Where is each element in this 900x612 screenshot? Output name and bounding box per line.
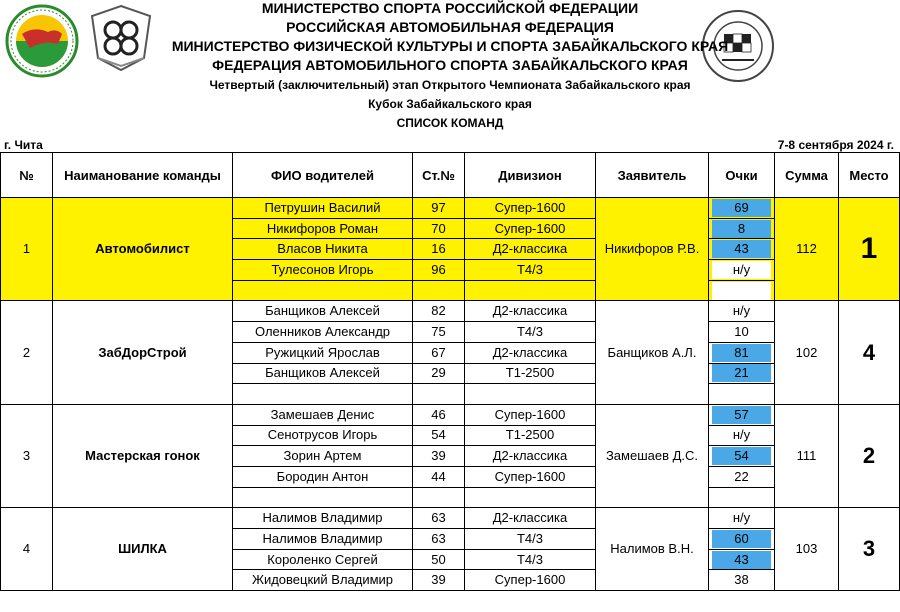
driver-points: 8 [712,220,771,238]
col-header-drivers: ФИО водителей [233,153,413,198]
driver-name: Ружицкий Ярослав [233,342,413,363]
driver-points: 22 [712,468,771,486]
col-header-applicant: Заявитель [596,153,709,198]
driver-division: Т4/3 [465,529,596,550]
driver-division: Т4/3 [465,260,596,281]
driver-start-number: 63 [413,508,465,529]
driver-division: Т4/3 [465,322,596,343]
driver-start-number [413,280,465,301]
driver-name: Жидовецкий Владимир [233,570,413,591]
driver-points-cell [709,342,775,363]
driver-points: 43 [712,551,771,569]
team-sum: 102 [775,301,839,404]
driver-name: Сенотрусов Игорь [233,425,413,446]
driver-division [465,487,596,508]
driver-start-number: 97 [413,198,465,219]
driver-points-cell [709,301,775,322]
table-row [1,404,900,425]
driver-points-cell [709,529,775,550]
col-header-no: № [1,153,53,198]
document-title: СПИСОК КОМАНД [396,116,504,130]
driver-name [233,384,413,405]
team-name: ЗабДорСтрой [53,301,233,404]
driver-points-cell [709,198,775,219]
driver-points [712,282,771,300]
driver-name: Тулесонов Игорь [233,260,413,281]
driver-division: Супер-1600 [465,218,596,239]
driver-start-number: 50 [413,549,465,570]
team-applicant: Банщиков А.Л. [596,301,709,404]
driver-division: Д2-классика [465,342,596,363]
driver-start-number: 39 [413,570,465,591]
driver-start-number: 82 [413,301,465,322]
driver-name: Короленко Сергей [233,549,413,570]
team-applicant: Налимов В.Н. [596,508,709,591]
driver-points [712,385,771,403]
driver-points: 69 [712,199,771,217]
driver-division [465,384,596,405]
col-header-place: Место [839,153,900,198]
driver-points-cell [709,322,775,343]
driver-start-number: 70 [413,218,465,239]
header-line-2: РОССИЙСКАЯ АВТОМОБИЛЬНАЯ ФЕДЕРАЦИЯ [286,19,614,35]
city-label: г. Чита [4,138,43,152]
driver-name: Оленников Александр [233,322,413,343]
driver-name [233,487,413,508]
driver-name: Зорин Артем [233,446,413,467]
driver-points-cell [709,425,775,446]
team-name: Мастерская гонок [53,404,233,507]
driver-points: 10 [712,323,771,341]
table-row [1,508,900,529]
driver-name: Банщиков Алексей [233,363,413,384]
driver-points-cell [709,280,775,301]
driver-start-number: 63 [413,529,465,550]
driver-division: Т1-2500 [465,425,596,446]
driver-points-cell [709,384,775,405]
table-row [1,301,900,322]
driver-points: н/у [712,426,771,444]
driver-points-cell [709,260,775,281]
col-header-division: Дивизион [465,153,596,198]
table-header-row [1,153,900,198]
driver-points-cell [709,508,775,529]
driver-points: 38 [712,571,771,589]
driver-start-number: 16 [413,239,465,260]
team-sum: 103 [775,508,839,591]
driver-division: Супер-1600 [465,198,596,219]
driver-division: Д2-классика [465,508,596,529]
driver-points: 43 [712,240,771,258]
team-applicant: Замешаев Д.С. [596,404,709,507]
driver-points-cell [709,446,775,467]
driver-division: Супер-1600 [465,404,596,425]
team-number: 4 [1,508,53,591]
driver-points-cell [709,570,775,591]
team-applicant: Никифоров Р.В. [596,198,709,301]
driver-points: н/у [712,302,771,320]
driver-points [712,488,771,506]
event-title: Четвертый (заключительный) этап Открытого Чемпионата Забайкальского края [209,78,691,92]
driver-name: Власов Никита [233,239,413,260]
driver-points: 57 [712,406,771,424]
team-place: 2 [839,404,900,507]
driver-points: 54 [712,447,771,465]
driver-name: Бородин Антон [233,466,413,487]
driver-division: Д2-классика [465,239,596,260]
driver-points-cell [709,549,775,570]
driver-division: Супер-1600 [465,466,596,487]
driver-start-number: 44 [413,466,465,487]
driver-division [465,280,596,301]
driver-name: Замешаев Денис [233,404,413,425]
table-row [1,198,900,219]
driver-name: Налимов Владимир [233,508,413,529]
team-name: ШИЛКА [53,508,233,591]
driver-points: 21 [712,364,771,382]
driver-points-cell [709,466,775,487]
driver-division: Т4/3 [465,549,596,570]
driver-points: н/у [712,261,771,279]
col-header-points: Очки [709,153,775,198]
driver-division: Д2-классика [465,301,596,322]
teams-table [0,152,900,591]
driver-start-number [413,384,465,405]
header-line-3: МИНИСТЕРСТВО ФИЗИЧЕСКОЙ КУЛЬТУРЫ И СПОРТА ЗАБАЙКАЛЬСКОГО КРАЯ [171,38,729,54]
driver-start-number: 54 [413,425,465,446]
driver-division: Д2-классика [465,446,596,467]
driver-points-cell [709,218,775,239]
team-number: 3 [1,404,53,507]
driver-points-cell [709,239,775,260]
cup-title: Кубок Забайкальского края [368,97,532,111]
team-number: 1 [1,198,53,301]
event-date: 7-8 сентября 2024 г. [777,138,894,152]
driver-start-number: 67 [413,342,465,363]
header-line-1: МИНИСТЕРСТВО СПОРТА РОССИЙСКОЙ ФЕДЕРАЦИИ [261,0,639,16]
team-number: 2 [1,301,53,404]
driver-points-cell [709,363,775,384]
driver-name [233,280,413,301]
driver-start-number: 96 [413,260,465,281]
team-place: 4 [839,301,900,404]
col-header-start-no: Ст.№ [413,153,465,198]
driver-start-number: 75 [413,322,465,343]
header-line-4: ФЕДЕРАЦИЯ АВТОМОБИЛЬНОГО СПОРТА ЗАБАЙКАЛЬСКОГО КРАЯ [212,57,688,73]
teams-body [1,198,900,591]
col-header-team: Наиманование команды [53,153,233,198]
team-sum: 112 [775,198,839,301]
driver-name: Петрушин Василий [233,198,413,219]
driver-start-number: 39 [413,446,465,467]
team-place: 1 [839,198,900,301]
driver-points-cell [709,487,775,508]
driver-points: н/у [712,509,771,527]
driver-start-number: 29 [413,363,465,384]
driver-points: 81 [712,344,771,362]
driver-name: Никифоров Роман [233,218,413,239]
col-header-sum: Сумма [775,153,839,198]
team-name: Автомобилист [53,198,233,301]
team-place: 3 [839,508,900,591]
driver-division: Супер-1600 [465,570,596,591]
driver-points-cell [709,404,775,425]
driver-points: 60 [712,530,771,548]
driver-division: Т1-2500 [465,363,596,384]
driver-name: Банщиков Алексей [233,301,413,322]
driver-start-number [413,487,465,508]
team-sum: 111 [775,404,839,507]
driver-start-number: 46 [413,404,465,425]
driver-name: Налимов Владимир [233,529,413,550]
